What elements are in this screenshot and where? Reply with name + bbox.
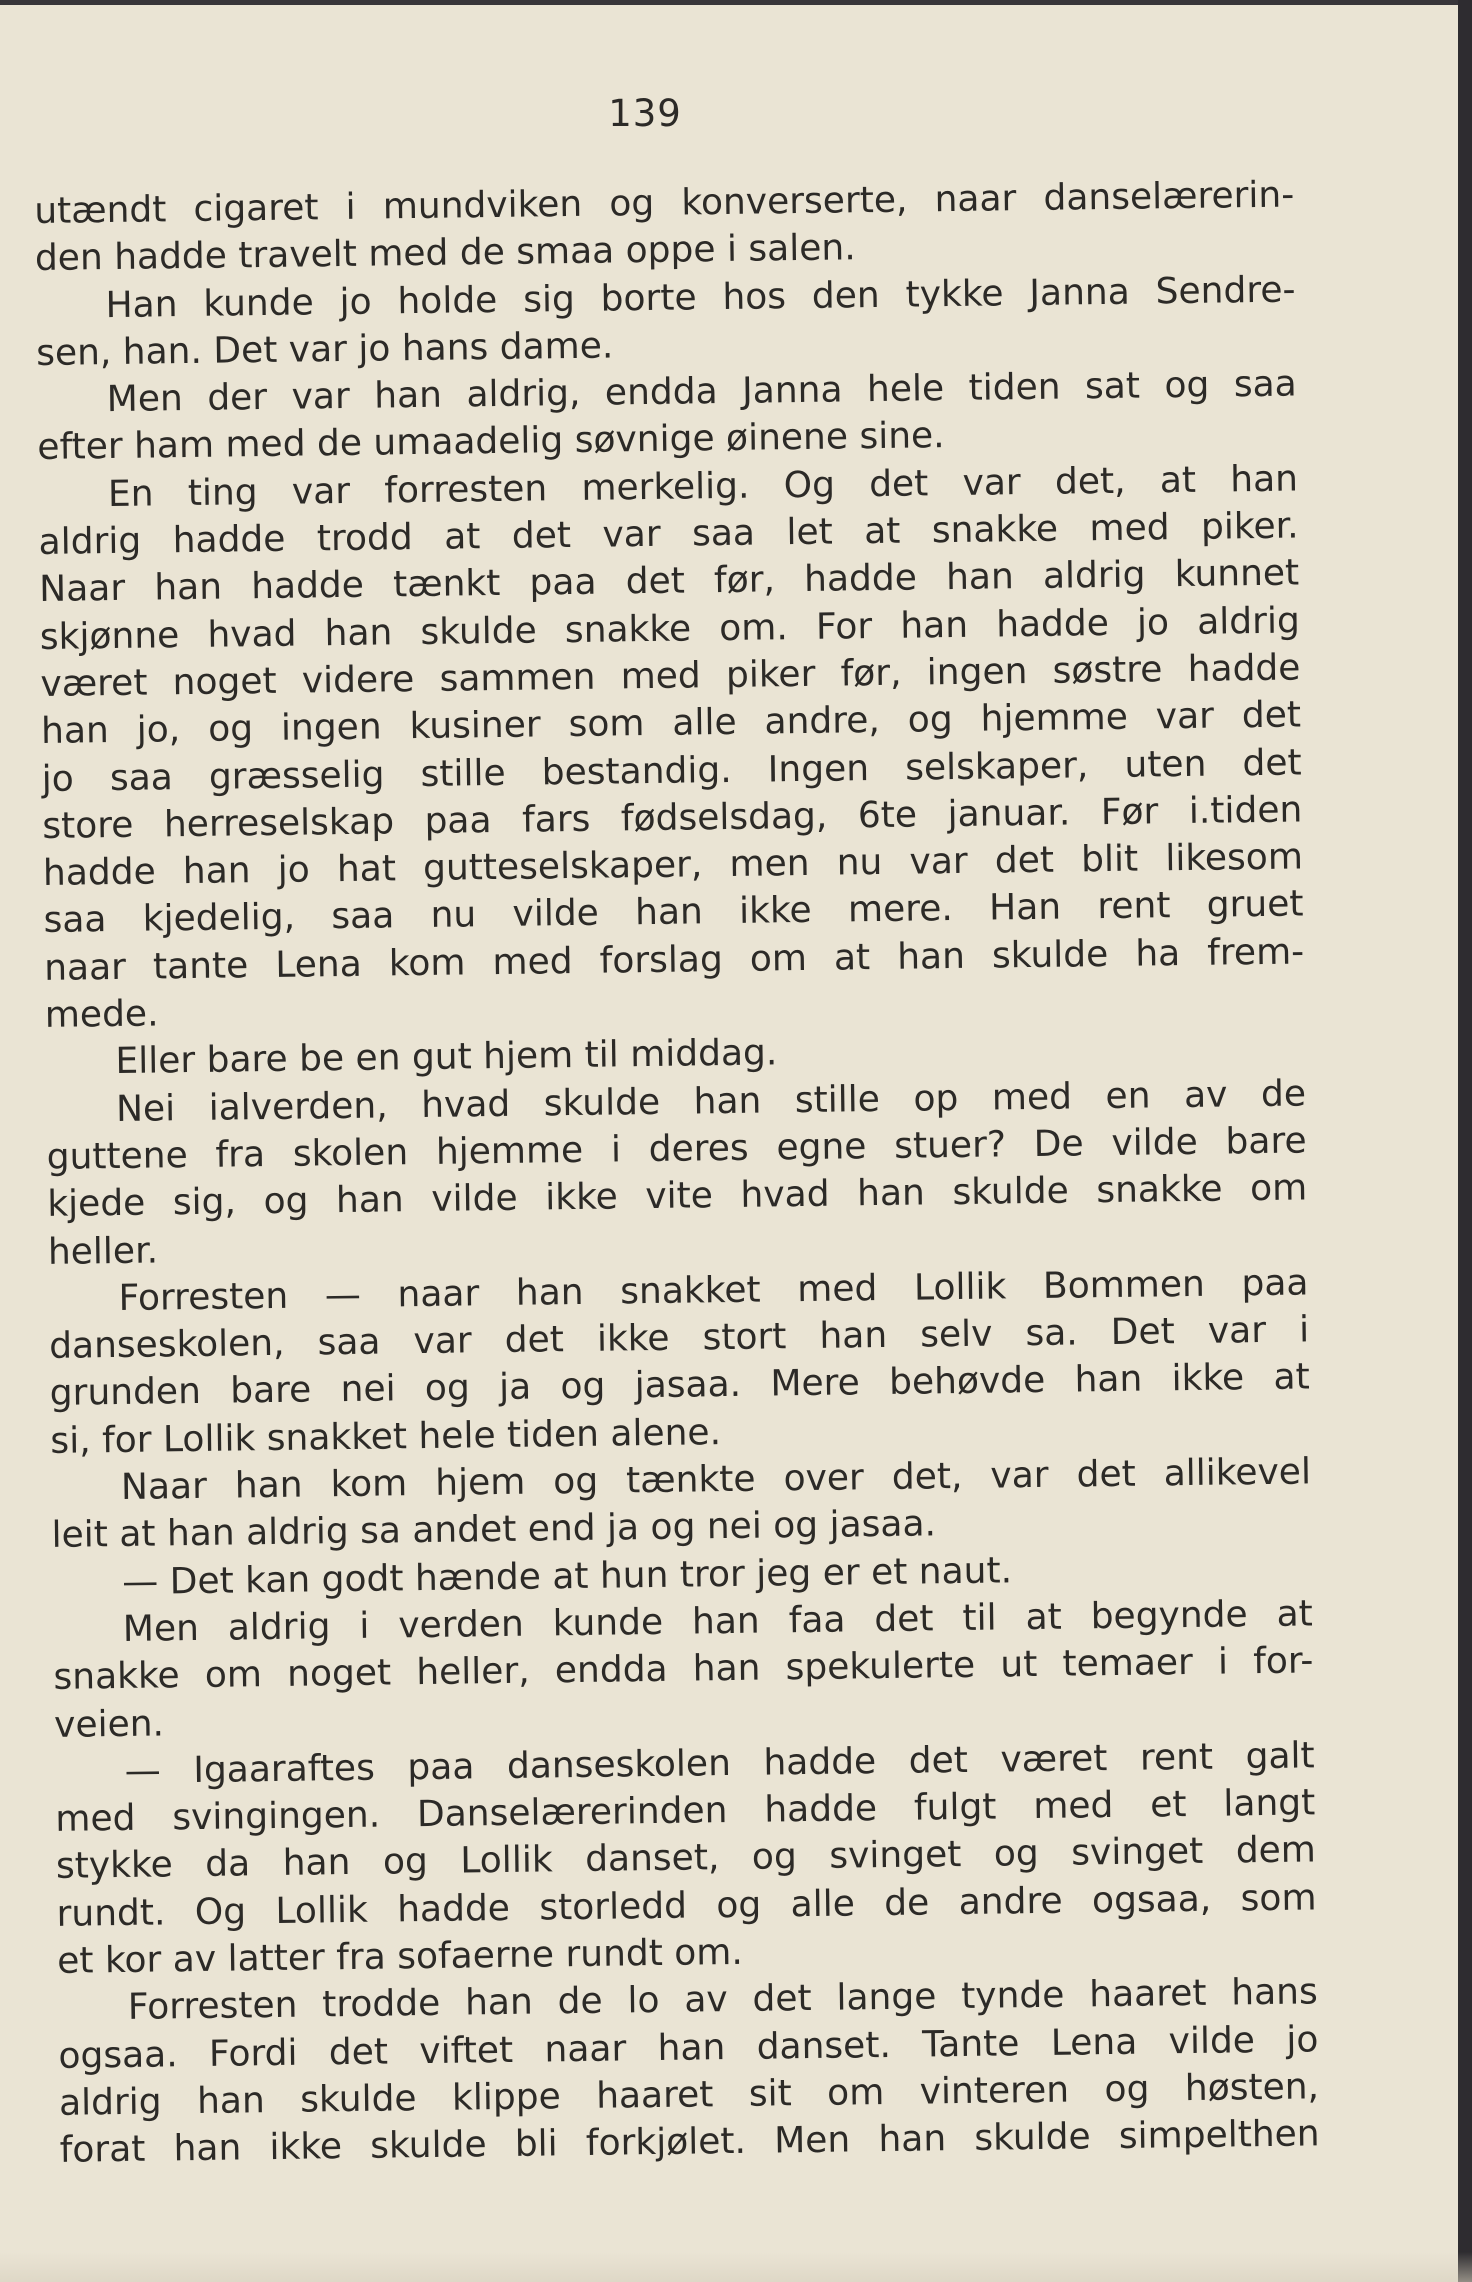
text-line: rundt. Og Lollik hadde storledd og alle de andre ogsaa, som [56, 1877, 1317, 1935]
text-line: aldrig hadde trodd at det var saa let at snakke med piker. [38, 505, 1299, 564]
text-line: si, for Lollik snakket hele tiden alene. [50, 1411, 722, 1462]
text-line: — Det kan godt hænde at hun tror jeg er et naut. [121, 1549, 1013, 1603]
text-line: grunden bare nei og ja og jasaa. Mere behøvde han ikke at [49, 1356, 1310, 1415]
text-line: et kor av latter fra sofaerne rundt om. [56, 1931, 744, 1982]
text-line: En ting var forresten merkelig. Og det var det, at han [107, 458, 1299, 515]
text-line: aldrig han skulde klippe haaret sit om vinteren og høsten, [58, 2066, 1320, 2124]
text-line: efter ham med de umaadelig søvnige øinene sine. [37, 415, 945, 469]
text-line: Eller bare be en gut hjem til middag. [115, 1032, 778, 1083]
text-line: stykke da han og Lollik danset, og svinget og svinget dem [55, 1829, 1317, 1888]
text-line: skjønne hvad han skulde snakke om. For han hadde jo aldrig [39, 600, 1301, 658]
text-line: Forresten trodde han de lo av det lange tynde haaret hans [127, 1971, 1318, 2029]
text-line: leit at han aldrig sa andet end ja og nei og jasaa. [51, 1503, 937, 1557]
text-line: den hadde travelt med de smaa oppe i salen. [34, 227, 856, 280]
text-line: forat han ikke skulde bli forkjølet. Men han skulde simpelthen [59, 2113, 1320, 2172]
text-line: sen, han. Det var jo hans dame. [35, 325, 614, 374]
text-line: mede. [44, 993, 159, 1036]
text-line: veien. [53, 1702, 165, 1746]
text-line: Nei ialverden, hvad skulde han stille op med en av de [115, 1073, 1307, 1130]
page-number: 139 [608, 92, 682, 135]
text-line: Naar han hadde tænkt paa det før, hadde han aldrig kunnet [38, 552, 1300, 611]
text-line: kjede sig, og han vilde ikke vite hvad han skulde snakke om [47, 1167, 1308, 1226]
text-line: han jo, og ingen kusiner som alle andre, og hjemme var det [40, 694, 1302, 753]
text-line: med svingingen. Danselærerinden hadde fulgt med et langt [55, 1782, 1316, 1840]
text-line: heller. [47, 1230, 159, 1273]
text-line: ogsaa. Fordi det viftet naar han danset. Tante Lena vilde jo [58, 2018, 1319, 2077]
text-line: Naar han kom hjem og tænkte over det, var det allikevel [120, 1451, 1312, 1508]
text-line: Forresten — naar han snakket med Lollik Bommen paa [118, 1262, 1309, 1319]
text-line: Men der var han aldrig, endda Janna hele tiden sat og saa [106, 363, 1297, 421]
text-line: snakke om noget heller, endda han spekulerte ut temaer i for- [53, 1640, 1314, 1699]
text-line: været noget videre sammen med piker før, ingen søstre hadde [40, 647, 1301, 705]
scan-right-edge [1458, 0, 1472, 2282]
text-line: utændt cigaret i mundviken og konverserte, naar danselærerin- [34, 174, 1295, 232]
text-line: saa kjedelig, saa nu vilde han ikke mere. Han rent gruet [43, 883, 1304, 942]
text-line: jo saa græsselig stille bestandig. Ingen selskaper, uten det [41, 742, 1302, 800]
page-bottom-shadow [0, 2252, 1472, 2282]
text-line: Han kunde jo holde sig borte hos den tykke Janna Sendre- [105, 269, 1296, 326]
scan-top-edge [0, 0, 1472, 5]
text-line: guttene fra skolen hjemme i deres egne stuer? De vilde bare [46, 1120, 1307, 1178]
text-line: naar tante Lena kom med forslag om at han skulde ha frem- [43, 931, 1305, 989]
text-line: — Igaaraftes paa danseskolen hadde det været rent galt [124, 1735, 1315, 1792]
text-line: store herreselskap paa fars fødselsdag, 6te januar. Før i.tiden [42, 789, 1303, 847]
text-line: danseskolen, saa var det ikke stort han selv sa. Det var i [48, 1309, 1310, 1368]
text-line: Men aldrig i verden kunde han faa det til at begynde at [122, 1593, 1314, 1650]
body-text [34, 172, 1320, 2175]
text-line: hadde han jo hat gutteselskaper, men nu var det blit likesom [42, 836, 1304, 895]
